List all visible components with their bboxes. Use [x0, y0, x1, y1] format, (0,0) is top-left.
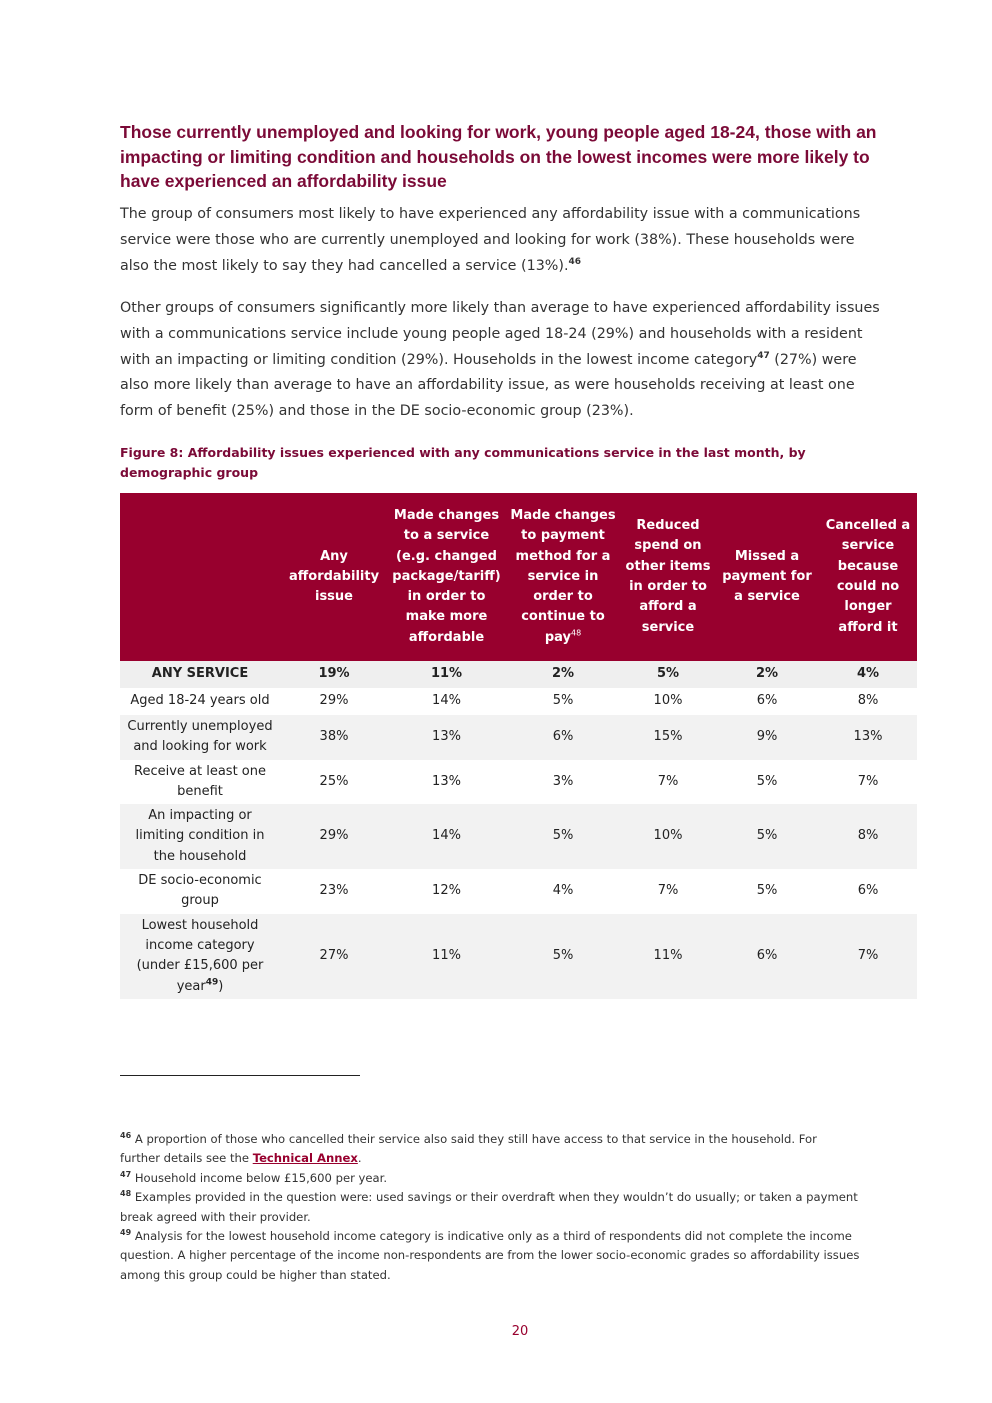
table-cell: 5% — [621, 661, 715, 688]
table-cell: 19% — [280, 661, 388, 688]
row-label: Currently unemployed and looking for work — [120, 715, 280, 760]
table-cell: 14% — [432, 693, 461, 709]
table-row-lowest-income — [120, 914, 917, 999]
table-row-unemployed — [120, 715, 917, 760]
table-cell: 13% — [432, 773, 461, 789]
table-header-row — [120, 493, 917, 661]
footnote-number: 46 — [120, 1131, 132, 1141]
table-cell: 23% — [319, 883, 349, 899]
table-cell: 29% — [319, 693, 349, 709]
table-cell: 6% — [715, 914, 819, 999]
footnote-text: A proportion of those who cancelled their service also said they still have access to that service in the household. For further details see the — [120, 1132, 817, 1166]
table-cell: 5% — [756, 773, 778, 789]
footnote-number: 49 — [120, 1228, 132, 1238]
footnotes — [120, 1130, 860, 1285]
row-label: DE socio-economic group — [138, 873, 262, 909]
header-missed-payment: Missed a payment for a service — [715, 493, 819, 661]
technical-annex-link[interactable]: Technical Annex — [252, 1151, 358, 1166]
table-cell: 4% — [552, 883, 574, 899]
table-cell: 2% — [505, 661, 621, 688]
page-number: 20 — [511, 1324, 529, 1339]
header-made-changes-service: Made changes to a service (e.g. changed package/tariff) in order to make more affordable — [388, 493, 505, 661]
footnote-49 — [120, 1227, 860, 1285]
figure-caption: Figure 8: Affordability issues experienced with any communications service in the last month, by demographic group — [120, 445, 806, 480]
table-cell: 6% — [505, 715, 621, 760]
table-cell: 6% — [857, 883, 879, 899]
footnote-ref-47[interactable]: 47 — [757, 350, 770, 361]
header-cancelled-service: Cancelled a service because could no longer afford it — [819, 493, 917, 661]
table-cell: 7% — [657, 883, 679, 899]
footnote-46 — [120, 1130, 860, 1169]
table-cell: 9% — [715, 715, 819, 760]
footnote-text-end: . — [357, 1151, 362, 1166]
row-label: An impacting or limiting condition in the household — [120, 804, 280, 869]
row-label: ANY SERVICE — [120, 661, 280, 688]
footnote-ref-46[interactable]: 46 — [568, 256, 582, 267]
table-cell: 4% — [819, 661, 917, 688]
paragraph-1 — [120, 202, 880, 279]
header-made-changes-payment-label: Made changes to payment method for a service in order to continue to pay — [510, 507, 616, 645]
table-row-aged-18-24 — [120, 688, 917, 715]
footnote-ref-48[interactable]: 48 — [570, 628, 582, 638]
table-cell: 12% — [432, 883, 461, 899]
table-cell: 5% — [505, 804, 621, 869]
table-cell: 8% — [857, 693, 879, 709]
footnote-text: Examples provided in the question were: used savings or their overdraft when they wouldn’t do usually; or taken a payment break agreed with their provider. — [120, 1190, 858, 1224]
row-label-suffix: ) — [218, 978, 224, 994]
section-heading: Those currently unemployed and looking for work, young people aged 18-24, those with an impacting or limiting condition and households on the lowest incomes were more likely to have experienced an affordability issue — [120, 122, 877, 191]
table-cell: 15% — [621, 715, 715, 760]
footnote-47 — [120, 1169, 860, 1188]
table-cell: 11% — [388, 661, 505, 688]
header-made-changes-payment — [505, 493, 621, 661]
footnote-number: 47 — [120, 1169, 132, 1179]
table-cell: 25% — [319, 773, 349, 789]
header-reduced-spend: Reduced spend on other items in order to afford a service — [621, 493, 715, 661]
table-cell: 8% — [819, 804, 917, 869]
table-cell: 6% — [756, 693, 778, 709]
table-cell: 13% — [819, 715, 917, 760]
table-cell: 5% — [756, 883, 778, 899]
affordability-table — [120, 493, 917, 999]
footnote-ref-49[interactable]: 49 — [205, 977, 219, 988]
footnote-48 — [120, 1188, 860, 1227]
table-cell: 11% — [388, 914, 505, 999]
footnote-divider — [120, 1075, 360, 1076]
table-cell: 5% — [715, 804, 819, 869]
table-cell: 7% — [657, 773, 679, 789]
table-cell: 5% — [552, 693, 574, 709]
table-cell: 10% — [621, 804, 715, 869]
table-cell: 27% — [280, 914, 388, 999]
row-label: Receive at least one benefit — [134, 763, 266, 799]
footnote-text: Analysis for the lowest household income category is indicative only as a third of respondents did not complete the income question. A higher percentage of the income non-respondents are from the lower socio-economic grades so affordability issues among this group could be higher than stated. — [120, 1229, 860, 1282]
table-cell: 7% — [857, 773, 879, 789]
table-cell: 5% — [505, 914, 621, 999]
table-cell: 2% — [715, 661, 819, 688]
table-cell: 38% — [280, 715, 388, 760]
table-cell: 29% — [280, 804, 388, 869]
table-row-any-service — [120, 661, 917, 688]
header-any-affordability: Any affordability issue — [280, 493, 388, 661]
row-label-text: Lowest household income category (under £15,600 per year — [136, 917, 264, 994]
table-cell: 11% — [621, 914, 715, 999]
row-label: Aged 18-24 years old — [130, 693, 270, 709]
paragraph-2-text-a: Other groups of consumers significantly more likely than average to have experienced affordability issues with a communications service include young people aged 18-24 (29%) and households with a resident with an impacting or limiting condition (29%). Households in the lowest income category — [120, 300, 880, 368]
table-row-limiting-condition — [120, 804, 917, 869]
paragraph-2-text-b: (27%) were also more likely than average to have an affordability issue, as were households receiving at least one form of benefit (25%) and those in the DE socio-economic group (23%). — [120, 351, 857, 420]
footnote-text: Household income below £15,600 per year. — [131, 1170, 388, 1185]
table-cell: 3% — [552, 773, 574, 789]
table-row-benefit — [120, 760, 917, 805]
table-cell: 14% — [388, 804, 505, 869]
table-cell: 10% — [653, 693, 683, 709]
paragraph-2 — [120, 296, 880, 425]
footnote-number: 48 — [120, 1189, 132, 1199]
paragraph-1-text: The group of consumers most likely to have experienced any affordability issue with a communications service were those who are currently unemployed and looking for work (38%). These households were also the most likely to say they had cancelled a service (13%). — [120, 206, 861, 274]
table-cell: 13% — [388, 715, 505, 760]
header-blank — [120, 493, 280, 661]
table-row-de-group — [120, 869, 917, 914]
row-label — [120, 914, 280, 999]
table-cell: 7% — [819, 914, 917, 999]
